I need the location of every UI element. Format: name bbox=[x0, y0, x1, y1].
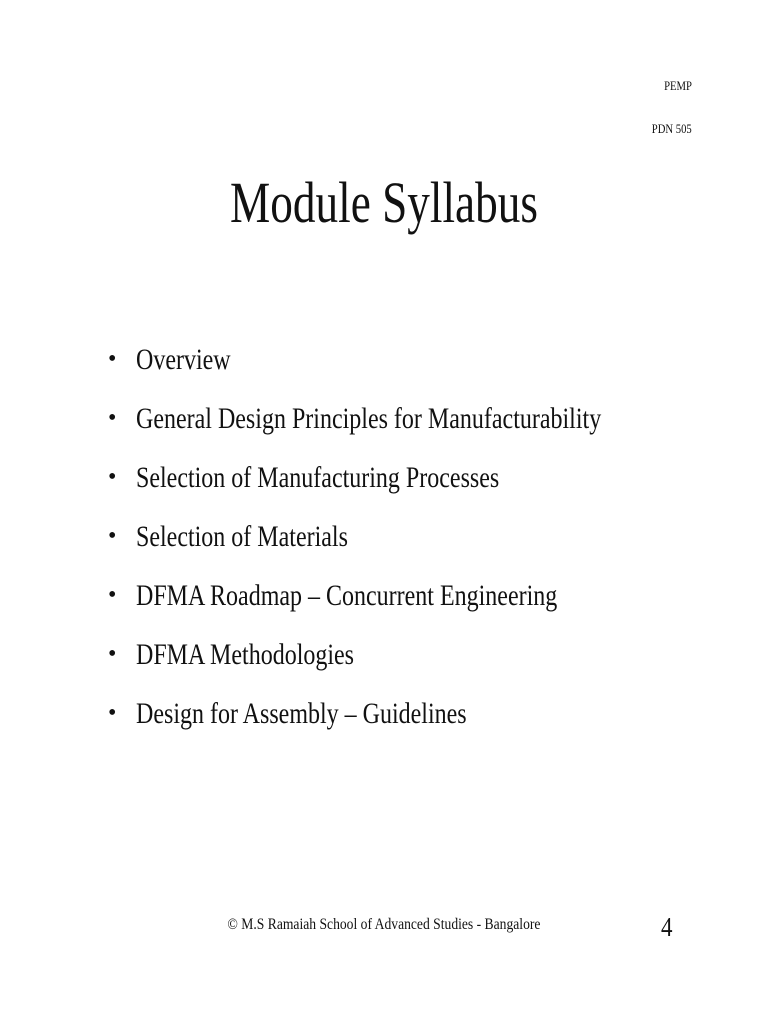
syllabus-topic-item bbox=[108, 330, 717, 389]
syllabus-topic-text: General Design Principles for Manufacturability bbox=[136, 401, 602, 435]
syllabus-topic-item bbox=[108, 684, 717, 743]
copyright-footer: © M.S Ramaiah School of Advanced Studies - Bangalore bbox=[227, 916, 541, 933]
page-number: 4 bbox=[661, 912, 673, 942]
syllabus-topic-text: Design for Assembly – Guidelines bbox=[136, 696, 467, 730]
syllabus-topic-item bbox=[108, 507, 717, 566]
syllabus-topic-item bbox=[108, 625, 717, 684]
bullet-icon: • bbox=[108, 464, 117, 490]
syllabus-topic-text: Selection of Manufacturing Processes bbox=[136, 460, 500, 494]
program-label: PEMP bbox=[664, 78, 692, 93]
slide-title: Module Syllabus bbox=[230, 170, 538, 235]
bullet-icon: • bbox=[108, 700, 117, 726]
course-code-label: PDN 505 bbox=[652, 121, 692, 136]
syllabus-topic-list bbox=[108, 330, 717, 743]
syllabus-topic-text: DFMA Methodologies bbox=[136, 637, 355, 671]
syllabus-topic-item bbox=[108, 389, 717, 448]
syllabus-topic-item bbox=[108, 448, 717, 507]
bullet-icon: • bbox=[108, 523, 117, 549]
syllabus-topic-item bbox=[108, 566, 717, 625]
bullet-icon: • bbox=[108, 346, 117, 372]
bullet-icon: • bbox=[108, 405, 117, 431]
syllabus-topic-text: Overview bbox=[136, 342, 231, 376]
bullet-icon: • bbox=[108, 582, 117, 608]
syllabus-topic-text: DFMA Roadmap – Concurrent Engineering bbox=[136, 578, 558, 612]
bullet-icon: • bbox=[108, 641, 117, 667]
syllabus-topic-text: Selection of Materials bbox=[136, 519, 348, 553]
